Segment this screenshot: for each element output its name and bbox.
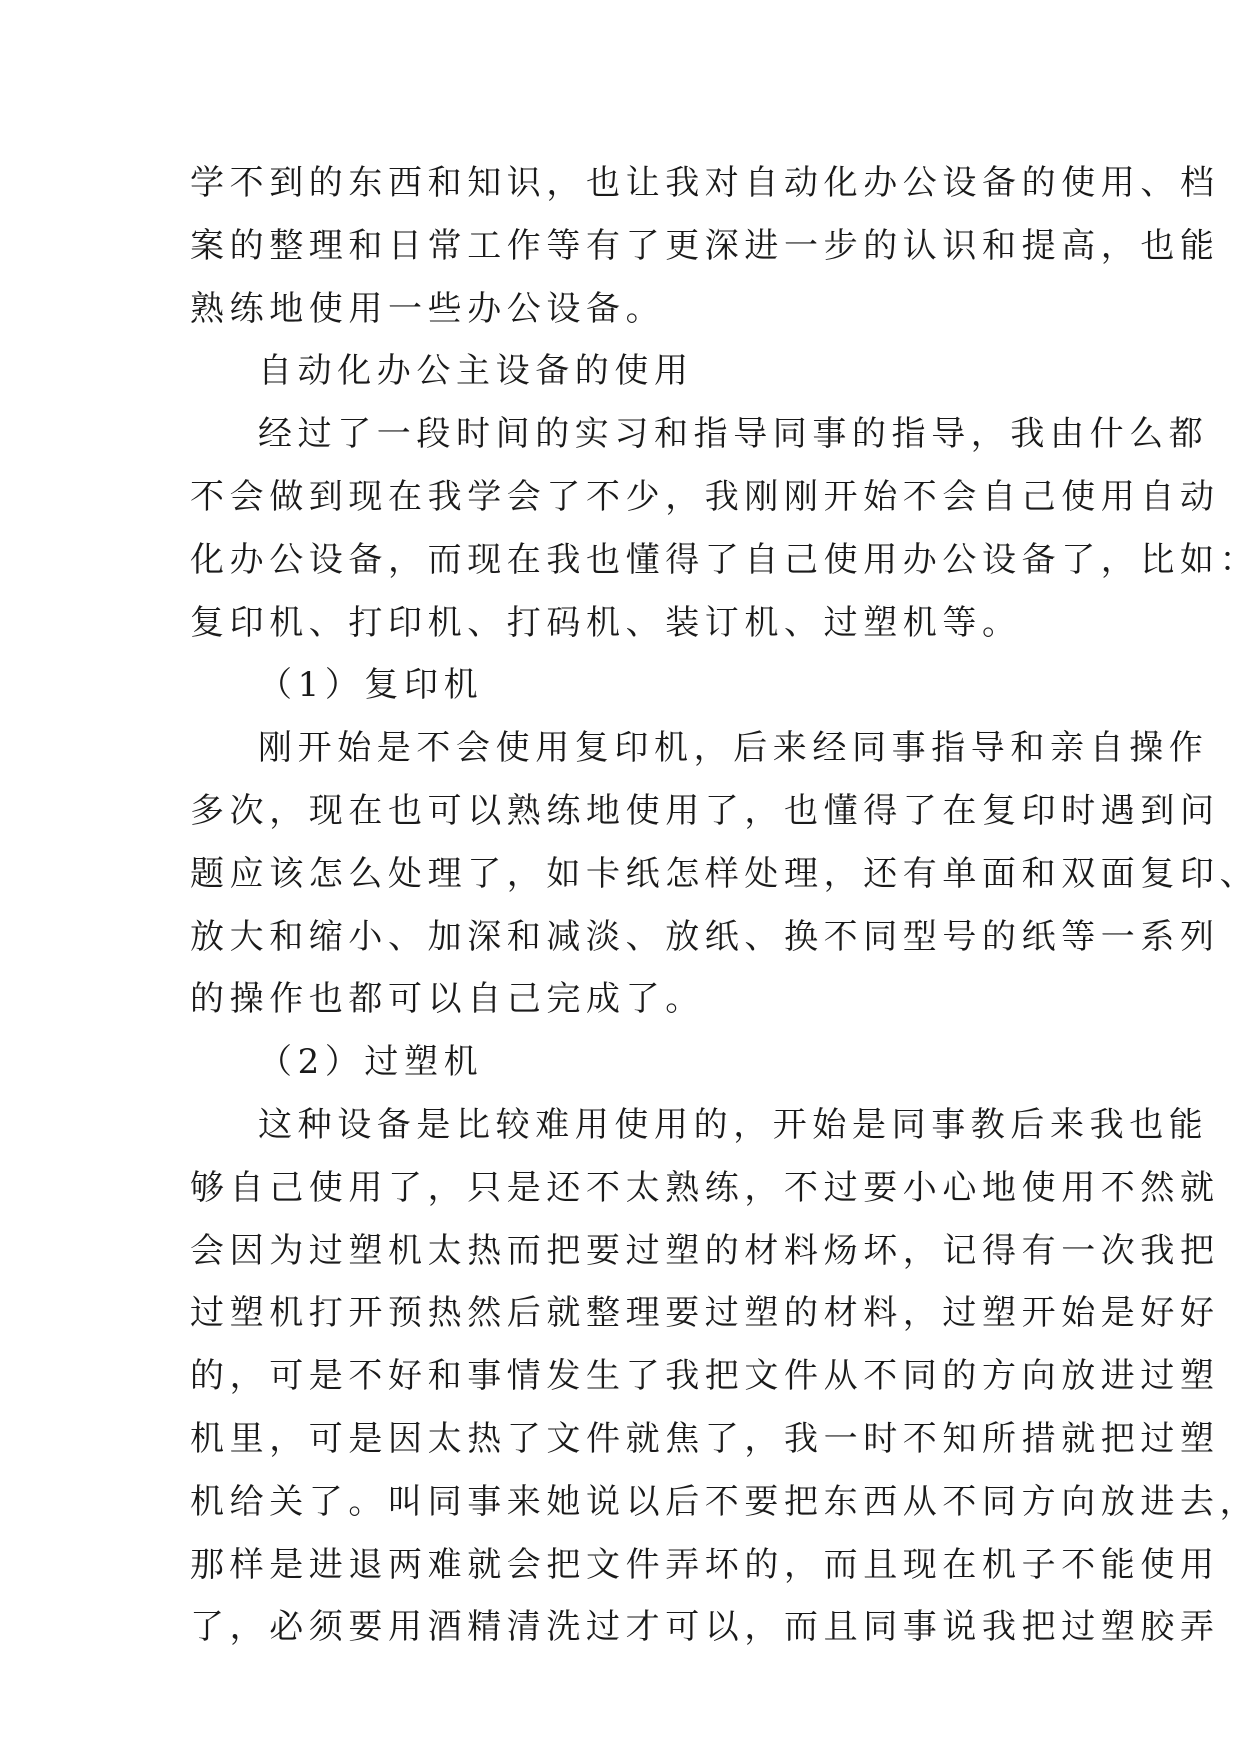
paragraph-line: 的，可是不好和事情发生了我把文件从不同的方向放进过塑	[190, 1356, 1220, 1397]
paragraph-line: 化办公设备，而现在我也懂得了自己使用办公设备了，比如：	[190, 539, 1259, 580]
paragraph-line: 复印机、打印机、打码机、装订机、过塑机等。	[190, 602, 1022, 643]
paragraph-line: 了，必须要用酒精清洗过才可以，而且同事说我把过塑胶弄	[190, 1607, 1220, 1648]
subsection-heading: （2）过塑机	[258, 1042, 484, 1083]
paragraph-line: 题应该怎么处理了，如卡纸怎样处理，还有单面和双面复印、	[190, 853, 1259, 894]
paragraph-line: 多次，现在也可以熟练地使用了，也懂得了在复印时遇到问	[190, 790, 1220, 831]
paragraph-line: 这种设备是比较难用使用的，开始是同事教后来我也能	[258, 1104, 1209, 1145]
document-body	[190, 152, 1259, 1659]
paragraph-line: 刚开始是不会使用复印机，后来经同事指导和亲自操作	[258, 728, 1209, 769]
paragraph-line: 过塑机打开预热然后就整理要过塑的材料，过塑开始是好好	[190, 1293, 1220, 1334]
paragraph-line: 案的整理和日常工作等有了更深进一步的认识和提高，也能	[190, 225, 1220, 266]
paragraph-line: 熟练地使用一些办公设备。	[190, 288, 666, 329]
paragraph-line: 够自己使用了，只是还不太熟练，不过要小心地使用不然就	[190, 1167, 1220, 1208]
paragraph-line: 经过了一段时间的实习和指导同事的指导，我由什么都	[258, 414, 1209, 455]
section-heading: 自动化办公主设备的使用	[258, 351, 694, 392]
paragraph-line: 不会做到现在我学会了不少，我刚刚开始不会自己使用自动	[190, 476, 1220, 517]
paragraph-line: 那样是进退两难就会把文件弄坏的，而且现在机子不能使用	[190, 1544, 1220, 1585]
paragraph-line: 学不到的东西和知识，也让我对自动化办公设备的使用、档	[190, 163, 1220, 203]
paragraph-line: 机给关了。叫同事来她说以后不要把东西从不同方向放进去，	[190, 1481, 1259, 1522]
paragraph-line: 机里，可是因太热了文件就焦了，我一时不知所措就把过塑	[190, 1418, 1220, 1459]
paragraph-line: 放大和缩小、加深和减淡、放纸、换不同型号的纸等一系列	[190, 916, 1220, 957]
subsection-heading: （1）复印机	[258, 665, 484, 706]
paragraph-line: 会因为过塑机太热而把要过塑的材料炀坏，记得有一次我把	[190, 1230, 1220, 1271]
paragraph-line: 的操作也都可以自己完成了。	[190, 979, 705, 1020]
